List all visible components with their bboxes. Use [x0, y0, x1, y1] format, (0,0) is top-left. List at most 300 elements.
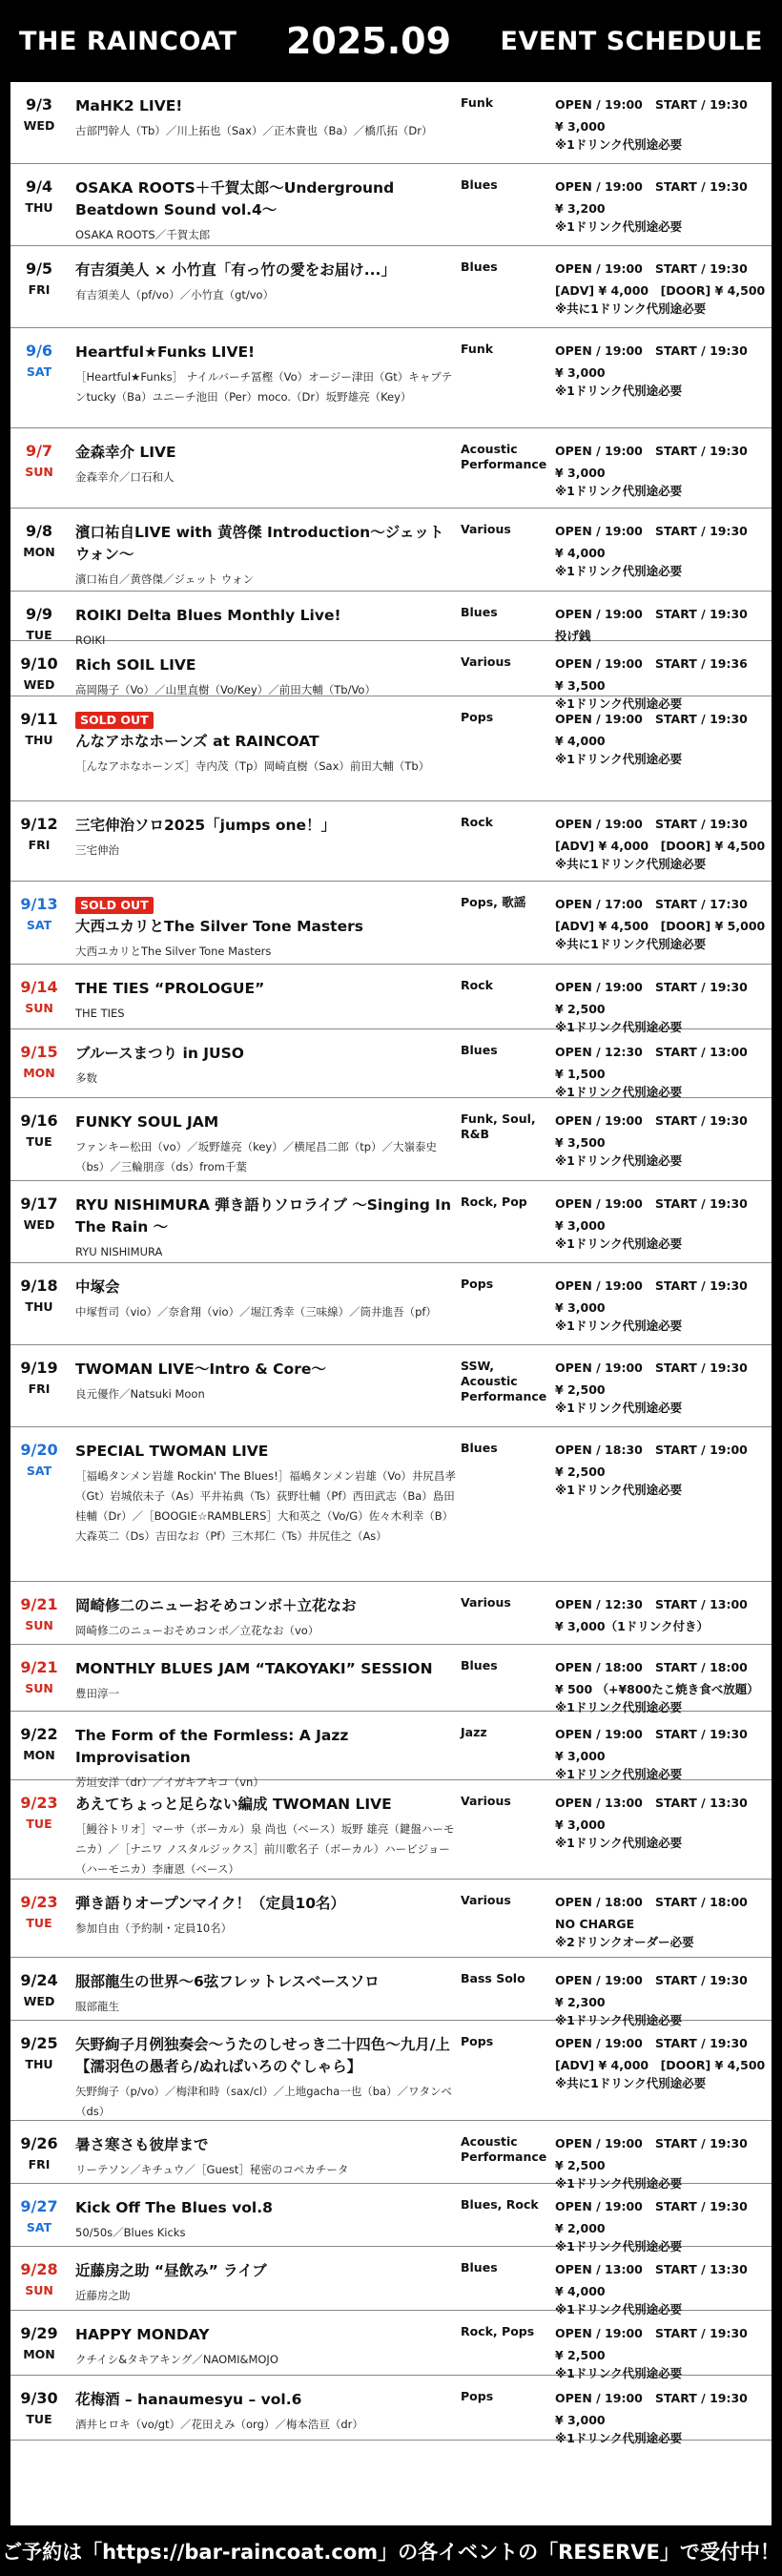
event-genre: Funk — [461, 95, 494, 110]
event-performers: 矢野絢子（p/vo）／梅津和時（sax/cl）／上地gacha一也（ba）／ワタンベ（ds） — [75, 2085, 452, 2118]
event-open-time: OPEN / 19:00 — [555, 980, 643, 994]
event-date-day: 9/26 — [20, 2134, 58, 2152]
event-date — [10, 1645, 68, 1711]
event-main — [68, 696, 459, 800]
event-weekday: TUE — [26, 1817, 52, 1831]
event-date — [10, 965, 68, 1028]
event-open-time: OPEN / 19:00 — [555, 179, 643, 194]
event-info — [551, 1582, 772, 1644]
event-genre: Various — [461, 1595, 511, 1610]
event-genre: Blues — [461, 1441, 498, 1455]
event-row — [10, 2184, 772, 2254]
event-date — [10, 246, 68, 327]
event-start-time: START / 18:00 — [655, 1895, 748, 1909]
event-performers: 濱口祐自／黄啓傑／ジェット ウォン — [75, 572, 254, 586]
event-row — [10, 2247, 772, 2316]
event-date — [10, 2184, 68, 2246]
event-price: ¥ 2,500 — [555, 2158, 606, 2172]
event-date — [10, 641, 68, 696]
event-drink-note: ※1ドリンク代別途必要 — [555, 2176, 683, 2191]
event-row — [10, 1345, 772, 1427]
event-open-time: OPEN / 19:00 — [555, 343, 643, 358]
event-start-time: START / 19:30 — [655, 2036, 748, 2050]
event-main — [68, 2121, 459, 2183]
event-weekday: FRI — [28, 838, 51, 852]
event-weekday: TUE — [26, 1916, 52, 1930]
event-genre: Jazz — [461, 1725, 487, 1739]
event-open-time: OPEN / 19:00 — [555, 712, 643, 726]
event-date — [10, 1780, 68, 1879]
event-row — [10, 246, 772, 328]
event-title: 濱口祐自LIVE with 黄啓傑 Introduction〜ジェット ウォン〜 — [75, 524, 444, 563]
event-date-day: 9/24 — [20, 1971, 58, 1989]
event-row — [10, 965, 772, 1034]
event-row — [10, 1181, 772, 1263]
sold-out-badge: SOLD OUT — [75, 897, 154, 914]
event-price: ¥ 3,500 — [555, 678, 606, 693]
event-start-time: START / 19:00 — [655, 1443, 748, 1457]
event-date — [10, 2121, 68, 2183]
event-performers: 有吉須美人（pf/vo）／小竹直（gt/vo） — [75, 288, 275, 301]
event-genre: Rock, Pop — [461, 1195, 527, 1209]
event-info — [551, 1029, 772, 1097]
event-start-time: START / 19:30 — [655, 2199, 748, 2213]
event-date — [10, 2376, 68, 2440]
event-performers: 多数 — [75, 1071, 97, 1085]
event-date — [10, 1958, 68, 2020]
event-drink-note: ※1ドリンク代別途必要 — [555, 564, 683, 578]
event-date-day: 9/29 — [20, 2324, 58, 2342]
event-open-time: OPEN / 19:00 — [555, 1361, 643, 1375]
event-row — [10, 2021, 772, 2121]
event-drink-note: ※1ドリンク代別途必要 — [555, 1085, 683, 1099]
event-drink-note: ※2ドリンクオーダー必要 — [555, 1935, 694, 1949]
event-date-day: 9/21 — [20, 1658, 58, 1676]
event-main — [68, 965, 459, 1028]
event-open-time: OPEN / 18:30 — [555, 1443, 643, 1457]
event-price: [ADV] ¥ 4,500 [DOOR] ¥ 5,000 — [555, 919, 766, 933]
event-row — [10, 428, 772, 509]
event-info — [551, 2121, 772, 2191]
event-start-time: START / 13:00 — [655, 1045, 748, 1059]
event-date-day: 9/4 — [25, 177, 53, 196]
event-date-day: 9/23 — [20, 1893, 58, 1911]
event-open-time: OPEN / 19:00 — [555, 444, 643, 458]
event-main — [68, 2311, 459, 2375]
event-date-day: 9/11 — [20, 710, 58, 728]
event-start-time: START / 19:30 — [655, 1278, 748, 1293]
event-date-day: 9/17 — [20, 1195, 58, 1213]
event-drink-note: ※1ドリンク代別途必要 — [555, 137, 683, 152]
event-info — [551, 1181, 772, 1262]
event-main — [68, 1712, 459, 1789]
event-main — [68, 1181, 459, 1262]
event-genre: Rock, Pops — [461, 2324, 535, 2338]
event-start-time: START / 19:30 — [655, 980, 748, 994]
event-date — [10, 882, 68, 964]
event-date-day: 9/13 — [20, 895, 58, 913]
event-weekday: SUN — [25, 1681, 53, 1695]
event-drink-note: ※1ドリンク代別途必要 — [555, 384, 683, 398]
event-price: ¥ 3,200 — [555, 201, 606, 216]
event-main — [68, 2247, 459, 2310]
event-main — [68, 1958, 459, 2020]
event-drink-note: ※1ドリンク代別途必要 — [555, 1483, 683, 1497]
event-open-time: OPEN / 13:00 — [555, 2262, 643, 2276]
event-row — [10, 1263, 772, 1345]
event-title: んなアホなホーンズ at RAINCOAT — [75, 733, 319, 750]
event-info — [551, 1712, 772, 1779]
event-start-time: START / 13:30 — [655, 1796, 748, 1810]
event-date — [10, 1880, 68, 1957]
event-drink-note: ※1ドリンク代別途必要 — [555, 2302, 683, 2316]
event-open-time: OPEN / 18:00 — [555, 1660, 643, 1674]
event-title: HAPPY MONDAY — [75, 2326, 210, 2343]
event-main — [68, 509, 459, 591]
event-drink-note: ※1ドリンク代別途必要 — [555, 1319, 683, 1333]
event-date — [10, 164, 68, 245]
event-weekday: TUE — [26, 1134, 52, 1149]
event-genre: Pops — [461, 1277, 494, 1291]
event-weekday: THU — [25, 200, 53, 215]
event-weekday: SAT — [26, 2220, 52, 2234]
event-price: ¥ 2,500 — [555, 1382, 606, 1397]
event-start-time: START / 19:30 — [655, 1113, 748, 1128]
event-date-day: 9/21 — [20, 1595, 58, 1613]
event-date — [10, 1263, 68, 1344]
event-open-time: OPEN / 19:00 — [555, 524, 643, 538]
event-start-time: START / 19:30 — [655, 607, 748, 621]
event-title: OSAKA ROOTS＋千賀太郎〜Underground Beatdown Sound vol.4〜 — [75, 179, 395, 218]
event-drink-note: ※1ドリンク代別途必要 — [555, 1401, 683, 1415]
event-title: THE TIES “PROLOGUE” — [75, 980, 265, 997]
event-weekday: WED — [23, 118, 55, 133]
event-info — [551, 2247, 772, 2316]
event-drink-note: ※1ドリンク代別途必要 — [555, 219, 683, 234]
event-date-day: 9/25 — [20, 2034, 58, 2052]
event-start-time: START / 19:30 — [655, 179, 748, 194]
event-price: ¥ 3,000（1ドリンク付き） — [555, 1619, 710, 1633]
event-row — [10, 2376, 772, 2445]
event-open-time: OPEN / 19:00 — [555, 2036, 643, 2050]
venue-name: THE RAINCOAT — [19, 26, 237, 56]
event-title: 三宅伸治ソロ2025「jumps one！」 — [75, 817, 337, 834]
event-title: MaHK2 LIVE! — [75, 97, 183, 114]
event-date-day: 9/16 — [20, 1111, 58, 1130]
event-info — [551, 1427, 772, 1581]
event-start-time: START / 19:36 — [655, 656, 748, 671]
event-open-time: OPEN / 19:00 — [555, 2326, 643, 2340]
event-main — [68, 641, 459, 696]
event-performers: 良元優作／Natsuki Moon — [75, 1387, 205, 1401]
event-price: ¥ 3,000 — [555, 365, 606, 380]
event-start-time: START / 19:30 — [655, 1973, 748, 1987]
event-performers: クチイシ&タキアキング／NAOMI&MOJO — [75, 2353, 278, 2366]
event-genre: Funk, Soul, R&B — [461, 1111, 536, 1141]
event-drink-note: ※1ドリンク代別途必要 — [555, 2431, 683, 2445]
event-row — [10, 1880, 772, 1958]
event-price: [ADV] ¥ 4,000 [DOOR] ¥ 4,500 — [555, 2058, 766, 2072]
event-drink-note: ※1ドリンク代別途必要 — [555, 484, 683, 498]
event-genre: Acoustic Performance — [461, 2134, 547, 2164]
event-weekday: SUN — [25, 465, 53, 479]
page-header — [0, 0, 782, 82]
event-price: ¥ 1,500 — [555, 1067, 606, 1081]
event-date — [10, 1582, 68, 1644]
event-performers: 芳垣安洋（dr）／イガキアキコ（vn） — [75, 1776, 264, 1789]
event-start-time: START / 19:30 — [655, 817, 748, 831]
event-date-day: 9/14 — [20, 978, 58, 996]
event-weekday: TUE — [26, 628, 52, 642]
event-info — [551, 641, 772, 711]
event-start-time: START / 19:30 — [655, 343, 748, 358]
event-weekday: THU — [25, 733, 53, 747]
event-date-day: 9/5 — [25, 260, 53, 278]
event-main — [68, 1645, 459, 1711]
event-start-time: START / 19:30 — [655, 1361, 748, 1375]
event-performers: 参加自由（予約制・定員10名） — [75, 1922, 233, 1935]
event-start-time: START / 17:30 — [655, 897, 748, 911]
event-row — [10, 1712, 772, 1789]
event-info — [551, 696, 772, 800]
event-info — [551, 965, 772, 1034]
event-weekday: FRI — [28, 282, 51, 297]
event-title: 暑さ寒さも彼岸まで — [75, 2136, 209, 2153]
event-date — [10, 509, 68, 591]
event-performers: 金森幸介／口石和人 — [75, 470, 175, 484]
event-price: NO CHARGE — [555, 1917, 635, 1931]
event-open-time: OPEN / 19:00 — [555, 1973, 643, 1987]
event-weekday: SAT — [26, 918, 52, 932]
event-price: ¥ 3,000 — [555, 466, 606, 480]
event-performers: ［んなアホなホーンズ］寺内茂（Tp）岡崎直樹（Sax）前田大輔（Tb） — [75, 759, 430, 773]
event-date-day: 9/9 — [25, 605, 53, 623]
event-title: 有吉須美人 × 小竹直「有っ竹の愛をお届け...」 — [75, 261, 396, 279]
event-main — [68, 1098, 459, 1180]
event-price: ¥ 3,000 — [555, 1218, 606, 1233]
event-main — [68, 1427, 459, 1581]
event-row — [10, 1427, 772, 1582]
event-row — [10, 592, 772, 647]
event-main — [68, 592, 459, 647]
event-performers: リーテソン／キチュウ／［Guest］秘密のコペカチータ — [75, 2163, 349, 2176]
event-date-day: 9/3 — [25, 95, 53, 114]
event-weekday: SUN — [25, 1618, 53, 1632]
event-title: 金森幸介 LIVE — [75, 444, 176, 461]
event-date-day: 9/28 — [20, 2260, 58, 2278]
event-info — [551, 882, 772, 964]
event-info — [551, 801, 772, 881]
event-price: ¥ 4,000 — [555, 2284, 606, 2298]
event-date-day: 9/20 — [20, 1441, 58, 1459]
event-main — [68, 1263, 459, 1344]
event-row — [10, 1029, 772, 1098]
event-info — [551, 1958, 772, 2027]
event-open-time: OPEN / 19:00 — [555, 817, 643, 831]
event-price: ¥ 2,300 — [555, 1995, 606, 2009]
event-main — [68, 82, 459, 163]
event-title: 大西ユカリとThe Silver Tone Masters — [75, 918, 363, 935]
event-main — [68, 801, 459, 881]
event-start-time: START / 19:30 — [655, 2391, 748, 2405]
event-weekday: WED — [23, 1217, 55, 1232]
event-info — [551, 2311, 772, 2380]
event-drink-note: ※1ドリンク代別途必要 — [555, 2239, 683, 2254]
event-date — [10, 2247, 68, 2310]
event-performers: OSAKA ROOTS／千賀太郎 — [75, 228, 211, 241]
event-date-day: 9/10 — [20, 654, 58, 673]
event-date — [10, 592, 68, 640]
event-main — [68, 1345, 459, 1426]
event-weekday: SAT — [26, 1464, 52, 1478]
event-date-day: 9/12 — [20, 815, 58, 833]
event-row — [10, 1780, 772, 1880]
event-date — [10, 2311, 68, 2375]
event-info — [551, 1345, 772, 1426]
reservation-footer: ご予約は「https://bar-raincoat.com」の各イベントの「RESERVE」で受付中！ — [0, 2525, 782, 2576]
event-date-day: 9/8 — [25, 522, 53, 540]
event-price: 投げ銭 — [555, 629, 591, 643]
event-date-day: 9/23 — [20, 1794, 58, 1812]
event-drink-note: ※1ドリンク代別途必要 — [555, 1836, 683, 1850]
event-info — [551, 2376, 772, 2445]
event-weekday: TUE — [26, 2412, 52, 2426]
event-start-time: START / 18:00 — [655, 1660, 748, 1674]
event-start-time: START / 19:30 — [655, 524, 748, 538]
event-genre: Blues — [461, 260, 498, 274]
event-weekday: FRI — [28, 2157, 51, 2171]
event-drink-note: ※1ドリンク代別途必要 — [555, 2013, 683, 2027]
event-row — [10, 696, 772, 801]
event-price: ¥ 3,000 — [555, 119, 606, 134]
event-date — [10, 801, 68, 881]
event-genre: Pops, 歌謡 — [461, 895, 526, 909]
event-weekday: MON — [23, 1066, 55, 1080]
event-list — [0, 82, 782, 2525]
event-open-time: OPEN / 19:00 — [555, 607, 643, 621]
event-performers: 服部龍生 — [75, 2000, 119, 2013]
event-open-time: OPEN / 19:00 — [555, 2391, 643, 2405]
event-main — [68, 2376, 459, 2440]
event-weekday: SUN — [25, 1001, 53, 1015]
event-performers: 豊田淳一 — [75, 1687, 119, 1700]
event-row — [10, 882, 772, 965]
event-genre: Blues — [461, 177, 498, 192]
event-date — [10, 1345, 68, 1426]
event-date — [10, 1712, 68, 1779]
event-open-time: OPEN / 19:00 — [555, 1196, 643, 1211]
event-title: Heartful★Funks LIVE! — [75, 343, 256, 361]
event-start-time: START / 13:30 — [655, 2262, 748, 2276]
event-date-day: 9/7 — [25, 442, 53, 460]
event-row — [10, 82, 772, 164]
event-price: ¥ 2,000 — [555, 2221, 606, 2235]
event-date — [10, 2021, 68, 2120]
event-genre: Pops — [461, 2034, 494, 2048]
event-title: 花梅酒 – hanaumesyu – vol.6 — [75, 2391, 302, 2408]
event-genre: Various — [461, 1794, 511, 1808]
event-start-time: START / 19:30 — [655, 1196, 748, 1211]
event-weekday: THU — [25, 1299, 53, 1314]
event-performers: 近藤房之助 — [75, 2289, 131, 2302]
event-title: 中塚会 — [75, 1278, 120, 1296]
event-info — [551, 82, 772, 163]
event-genre: Acoustic Performance — [461, 442, 547, 471]
event-price: ¥ 3,500 — [555, 1135, 606, 1150]
event-main — [68, 246, 459, 327]
event-weekday: MON — [23, 2347, 55, 2361]
event-drink-note: ※共に1ドリンク代別途必要 — [555, 301, 707, 316]
event-date-day: 9/19 — [20, 1359, 58, 1377]
event-drink-note: ※1ドリンク代別途必要 — [555, 1767, 683, 1781]
event-performers: 50/50s／Blues Kicks — [75, 2226, 186, 2239]
event-info — [551, 246, 772, 327]
event-open-time: OPEN / 19:00 — [555, 1278, 643, 1293]
event-open-time: OPEN / 17:00 — [555, 897, 643, 911]
event-row — [10, 328, 772, 428]
event-title: MONTHLY BLUES JAM “TAKOYAKI” SESSION — [75, 1660, 433, 1677]
event-price: ¥ 4,000 — [555, 546, 606, 560]
event-drink-note: ※共に1ドリンク代別途必要 — [555, 937, 707, 951]
event-title: 岡崎修二のニューおそめコンボ＋立花なお — [75, 1597, 357, 1614]
event-title: ROIKI Delta Blues Monthly Live! — [75, 607, 341, 624]
event-drink-note: ※1ドリンク代別途必要 — [555, 2366, 683, 2380]
event-info — [551, 592, 772, 643]
event-genre: Bass Solo — [461, 1971, 525, 1985]
event-performers: ［福嶋タンメン岩雄 Rockin' The Blues!］福嶋タンメン岩雄（Vo）井尻昌孝（Gt）岩城依未子（As）平井祐典（Ts）荻野壮輔（Pf）西田武志（Ba）島田桂輔（Dr）／［BOOGIE☆RAMBLERS］大和英之（Vo/G）佐々木利幸（B）大森英二（Ds）吉田なお（Pf）三木邦仁（Ts）井尻佳之（As） — [75, 1469, 456, 1543]
event-date-day: 9/18 — [20, 1277, 58, 1295]
event-performers: ファンキー松田（vo）／坂野雄亮（key）／横尾昌二郎（tp）／大嶺泰史（bs）／三輪朋彦（ds）from千葉 — [75, 1140, 438, 1174]
event-weekday: SAT — [26, 364, 52, 379]
event-title: FUNKY SOUL JAM — [75, 1113, 219, 1131]
event-start-time: START / 19:30 — [655, 712, 748, 726]
event-drink-note: ※1ドリンク代別途必要 — [555, 1020, 683, 1034]
event-info — [551, 1880, 772, 1957]
event-price: [ADV] ¥ 4,000 [DOOR] ¥ 4,500 — [555, 839, 766, 853]
event-drink-note: ※1ドリンク代別途必要 — [555, 752, 683, 766]
event-row — [10, 1958, 772, 2027]
event-date — [10, 428, 68, 508]
event-title: あえてちょっと足らない編成 TWOMAN LIVE — [75, 1796, 392, 1813]
event-title: Kick Off The Blues vol.8 — [75, 2199, 273, 2216]
event-price: ¥ 2,500 — [555, 1002, 606, 1016]
event-row — [10, 1645, 772, 1712]
event-open-time: OPEN / 12:30 — [555, 1597, 643, 1611]
schedule-label: EVENT SCHEDULE — [500, 26, 763, 56]
event-date — [10, 82, 68, 163]
event-price: ¥ 2,500 — [555, 1465, 606, 1479]
event-date-day: 9/15 — [20, 1043, 58, 1061]
event-genre: SSW, Acoustic Performance — [461, 1359, 547, 1403]
event-main — [68, 2021, 459, 2120]
event-genre: Rock — [461, 815, 493, 829]
event-info — [551, 1780, 772, 1879]
event-main — [68, 1582, 459, 1644]
event-row — [10, 509, 772, 592]
event-price: ¥ 3,000 — [555, 1749, 606, 1763]
event-open-time: OPEN / 19:00 — [555, 97, 643, 112]
event-title: ブルースまつり in JUSO — [75, 1045, 244, 1062]
event-main — [68, 1880, 459, 1957]
event-weekday: WED — [23, 1994, 55, 2008]
event-drink-note: ※1ドリンク代別途必要 — [555, 1700, 683, 1714]
event-date — [10, 1029, 68, 1097]
event-date-day: 9/22 — [20, 1725, 58, 1743]
event-performers: 岡崎修二のニューおそめコンボ／立花なお（vo） — [75, 1624, 319, 1637]
event-performers: RYU NISHIMURA — [75, 1245, 163, 1258]
schedule-month: 2025.09 — [285, 20, 452, 62]
event-info — [551, 428, 772, 508]
